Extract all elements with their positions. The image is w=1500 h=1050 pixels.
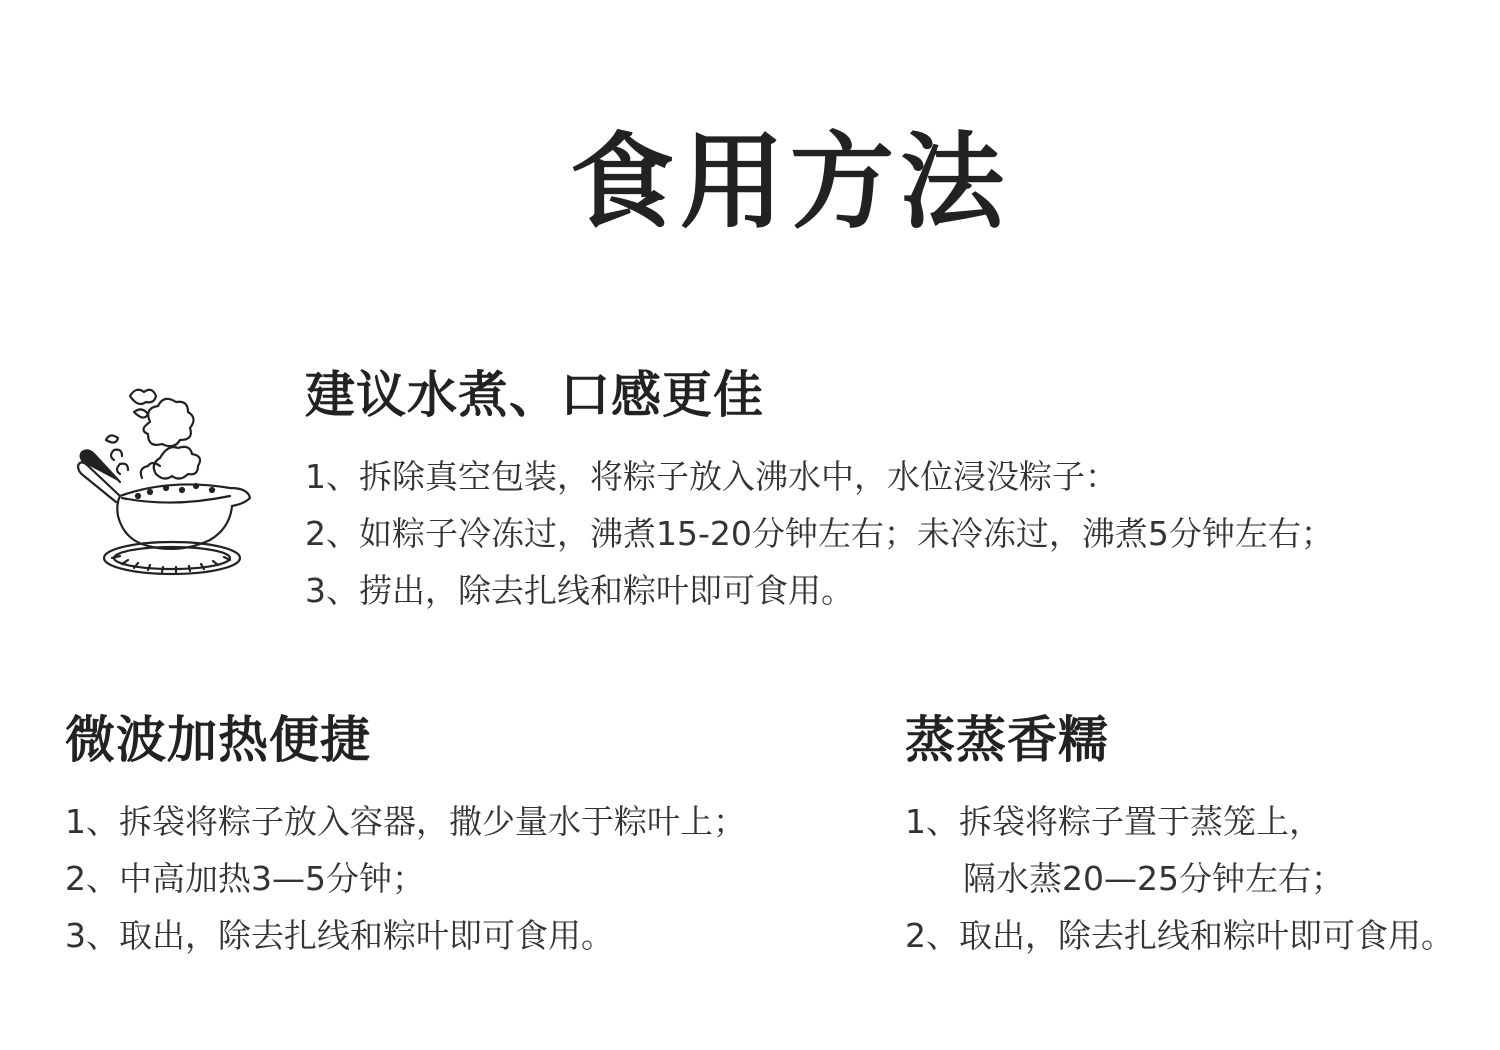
boil-step-2: 2、如粽子冷冻过，沸煮15-20分钟左右；未冷冻过，沸煮5分钟左右； <box>305 514 1334 553</box>
boil-section-title: 建议水煮、口感更佳 <box>305 366 764 424</box>
boil-step-3: 3、捞出，除去扎线和粽叶即可食用。 <box>305 571 854 610</box>
steam-step-1: 1、拆袋将粽子置于蒸笼上， <box>905 802 1322 841</box>
microwave-section <box>65 711 746 964</box>
boil-step-1: 1、拆除真空包装，将粽子放入沸水中，水位浸没粽子： <box>305 457 1118 496</box>
microwave-steps <box>65 793 746 964</box>
steam-section-title: 蒸蒸香糯 <box>905 711 1109 769</box>
steam-step-1-continued-text: 隔水蒸20—25分钟左右； <box>963 859 1344 898</box>
steam-step-1-continued <box>905 850 1454 907</box>
boil-steps <box>305 448 1334 619</box>
page-title: 食用方法 <box>569 121 1010 243</box>
steam-section <box>905 711 1454 964</box>
microwave-step-2: 2、中高加热3—5分钟； <box>65 859 425 898</box>
microwave-step-1: 1、拆袋将粽子放入容器，撒少量水于粽叶上； <box>65 802 746 841</box>
steam-steps <box>905 793 1454 964</box>
steaming-pot-icon <box>72 378 257 583</box>
boil-section <box>305 366 1334 619</box>
steam-step-2: 2、取出，除去扎线和粽叶即可食用。 <box>905 916 1454 955</box>
microwave-section-title: 微波加热便捷 <box>65 711 371 769</box>
microwave-step-3: 3、取出，除去扎线和粽叶即可食用。 <box>65 916 614 955</box>
